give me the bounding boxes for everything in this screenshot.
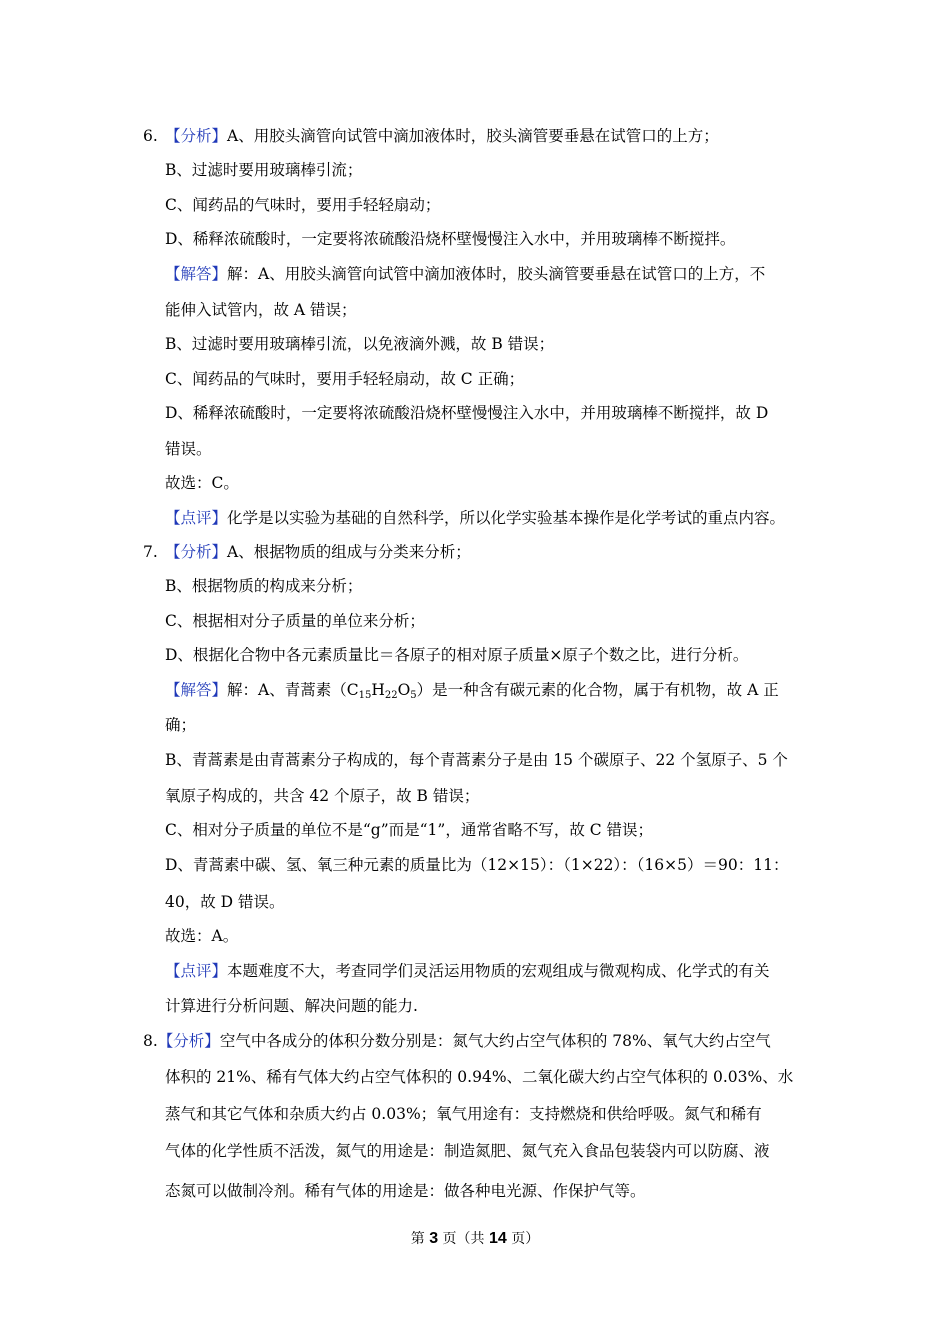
q6-analysis-d: D、稀释浓硫酸时，一定要将浓硫酸沿烧杯壁慢慢注入水中，并用玻璃棒不断搅拌。 (165, 230, 736, 248)
q6-solution-b: B、过滤时要用玻璃棒引流，以免液滴外溅，故 B 错误； (165, 335, 555, 353)
q7-analysis-a-text: A、根据物质的组成与分类来分析； (227, 543, 471, 561)
q6-number: 6. (143, 127, 158, 145)
q7-comment-text: 本题难度不大，考查同学们灵活运用物质的宏观组成与微观构成、化学式的有关 (227, 962, 770, 980)
q6-solution-a (165, 264, 765, 284)
q7-comment-tag: 【点评】 (165, 962, 228, 980)
q6-comment-text: 化学是以实验为基础的自然科学，所以化学实验基本操作是化学考试的重点内容。 (227, 509, 786, 527)
q6-choice: 故选：C。 (165, 474, 239, 492)
formula-o: O (397, 681, 411, 699)
q8-analysis-line-4: 气体的化学性质不活泼，氮气的用途是：制造氮肥、氮气充入食品包装袋内可以防腐、液 (165, 1142, 770, 1160)
q6-comment-tag: 【点评】 (165, 509, 228, 527)
formula-sub-15: 15 (358, 690, 372, 701)
q7-number: 7. (143, 543, 158, 561)
formula-sub-22: 22 (384, 690, 398, 701)
footer-total-pages: 14 (489, 1230, 507, 1247)
q7-analysis-tag: 【分析】 (165, 543, 228, 561)
page-footer (0, 1228, 950, 1248)
q6-analysis-a (143, 126, 719, 146)
q6-solution-d: D、稀释浓硫酸时，一定要将浓硫酸沿烧杯壁慢慢注入水中，并用玻璃棒不断搅拌，故 D (165, 404, 769, 422)
q6-solution-a-text: 解：A、用胶头滴管向试管中滴加液体时，胶头滴管要垂悬在试管口的上方，不 (227, 265, 766, 283)
q8-analysis-line-3: 蒸气和其它气体和杂质大约占 0.03%；氧气用途有：支持燃烧和供给呼吸。氮气和稀有 (165, 1105, 762, 1123)
q7-comment-cont: 计算进行分析问题、解决问题的能力. (165, 997, 418, 1015)
q6-analysis-a-text: A、用胶头滴管向试管中滴加液体时，胶头滴管要垂悬在试管口的上方； (227, 127, 719, 145)
q8-analysis-line-2: 体积的 21%、稀有气体大约占空气体积的 0.94%、二氧化碳大约占空气体积的 0.03%、水 (165, 1068, 794, 1086)
formula-h: H (371, 681, 385, 699)
q6-solution-d-cont: 错误。 (165, 440, 212, 458)
q6-solution-a-cont: 能伸入试管内，故 A 错误； (165, 301, 357, 319)
q8-analysis-text-1: 空气中各成分的体积分数分别是：氮气大约占空气体积的 78%、氧气大约占空气 (219, 1032, 771, 1050)
q7-analysis-a (143, 542, 471, 562)
q8-analysis-line-5: 态氮可以做制冷剂。稀有气体的用途是：做各种电光源、作保护气等。 (165, 1182, 646, 1200)
q6-analysis-c: C、闻药品的气味时，要用手轻轻扇动； (165, 196, 441, 214)
q7-solution-a-post: ）是一种含有碳元素的化合物，属于有机物，故 A 正 (416, 681, 779, 699)
footer-pre: 第 (410, 1231, 430, 1247)
q7-solution-a (165, 680, 779, 700)
q6-analysis-tag: 【分析】 (165, 127, 228, 145)
q7-solution-tag: 【解答】 (165, 681, 228, 699)
q6-solution-c: C、闻药品的气味时，要用手轻轻扇动，故 C 正确； (165, 370, 525, 388)
formula-sub-5: 5 (410, 690, 417, 701)
q6-analysis-b: B、过滤时要用玻璃棒引流； (165, 161, 363, 179)
q7-analysis-c: C、根据相对分子质量的单位来分析； (165, 612, 425, 630)
q7-solution-c: C、相对分子质量的单位不是“g”而是“1”，通常省略不写，故 C 错误； (165, 821, 654, 839)
q8-analysis-line-1 (143, 1031, 771, 1051)
q7-solution-b-cont: 氧原子构成的，共含 42 个原子，故 B 错误； (165, 787, 480, 805)
q7-solution-b: B、青蒿素是由青蒿素分子构成的，每个青蒿素分子是由 15 个碳原子、22 个氢原子、5 个 (165, 751, 788, 769)
q7-solution-a-pre: 解：A、青蒿素（C (227, 681, 359, 699)
q7-solution-d-cont: 40，故 D 错误。 (165, 893, 285, 911)
q6-solution-tag: 【解答】 (165, 265, 228, 283)
footer-post: 页） (506, 1231, 540, 1247)
q7-solution-d: D、青蒿素中碳、氢、氧三种元素的质量比为（12×15）：（1×22）：（16×5）＝90：11： (165, 856, 789, 874)
q8-number: 8. (143, 1032, 158, 1050)
q8-analysis-tag: 【分析】 (157, 1032, 220, 1050)
q7-analysis-b: B、根据物质的构成来分析； (165, 577, 363, 595)
q7-solution-a-cont: 确； (165, 716, 197, 734)
footer-mid: 页（共 (438, 1231, 489, 1247)
q7-comment (165, 961, 770, 981)
q7-choice: 故选：A。 (165, 927, 239, 945)
footer-page-number: 3 (429, 1230, 439, 1247)
q6-comment (165, 508, 785, 528)
q7-analysis-d: D、根据化合物中各元素质量比＝各原子的相对原子质量×原子个数之比，进行分析。 (165, 646, 749, 664)
